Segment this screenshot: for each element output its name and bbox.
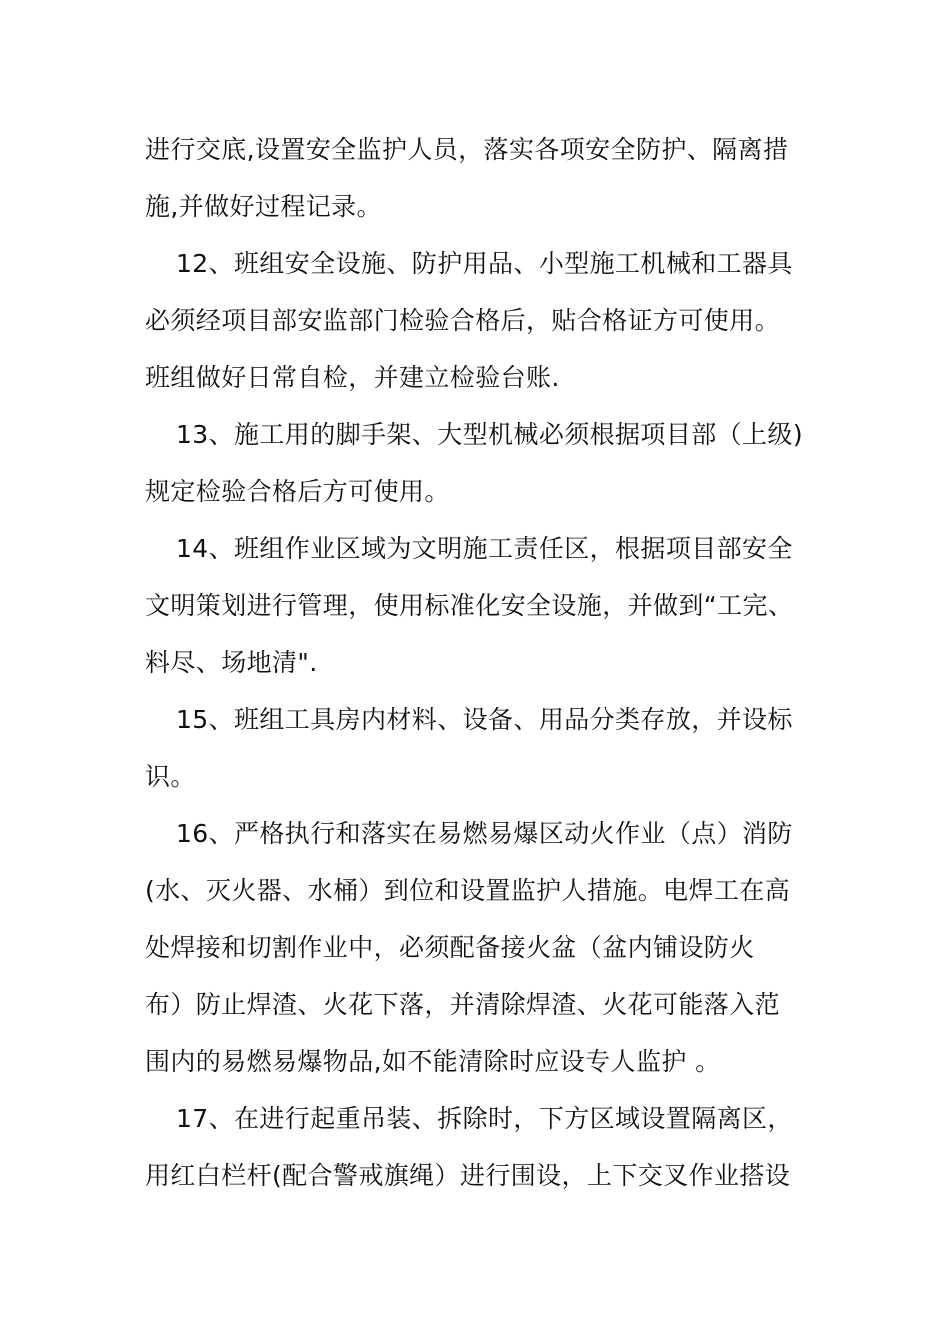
paragraph-item-16 — [145, 805, 815, 1090]
text-line: 用红白栏杆(配合警戒旗绳）进行围设，上下交叉作业搭设 — [145, 1161, 791, 1190]
text-line: 12、班组安全设施、防护用品、小型施工机械和工器具 — [176, 249, 793, 278]
text-line: 施,并做好过程记录。 — [145, 192, 382, 221]
paragraph-item-12 — [145, 235, 815, 406]
text-line: 班组做好日常自检，并建立检验台账. — [145, 363, 560, 392]
text-line: 进行交底,设置安全监护人员，落实各项安全防护、隔离措 — [145, 135, 789, 164]
text-line: 必须经项目部安监部门检验合格后，贴合格证方可使用。 — [145, 306, 781, 335]
text-line: 文明策划进行管理，使用标准化安全设施，并做到“工完、 — [145, 591, 794, 620]
text-line: (水、灭火器、水桶）到位和设置监护人措施。电焊工在高 — [145, 876, 791, 905]
text-line: 识。 — [145, 762, 196, 791]
text-line: 16、严格执行和落实在易燃易爆区动火作业（点）消防 — [176, 819, 793, 848]
text-line: 17、在进行起重吊装、拆除时，下方区域设置隔离区， — [176, 1104, 793, 1133]
text-line: 规定检验合格后方可使用。 — [145, 477, 450, 506]
paragraph-item-15 — [145, 691, 815, 805]
text-line: 围内的易燃易爆物品,如不能清除时应设专人监护 。 — [145, 1047, 721, 1076]
text-line: 料尽、场地清". — [145, 648, 318, 677]
text-line: 14、班组作业区域为文明施工责任区，根据项目部安全 — [176, 534, 793, 563]
document-body — [145, 121, 815, 1204]
text-line: 处焊接和切割作业中，必须配备接火盆（盆内铺设防火 — [145, 933, 755, 962]
paragraph-continuation — [145, 121, 815, 235]
paragraph-item-13 — [145, 406, 815, 520]
text-line: 13、施工用的脚手架、大型机械必须根据项目部（上级) — [176, 420, 803, 449]
paragraph-item-14 — [145, 520, 815, 691]
text-line: 15、班组工具房内材料、设备、用品分类存放，并设标 — [176, 705, 793, 734]
paragraph-item-17 — [145, 1090, 815, 1204]
text-line: 布）防止焊渣、火花下落，并清除焊渣、火花可能落入范 — [145, 990, 781, 1019]
